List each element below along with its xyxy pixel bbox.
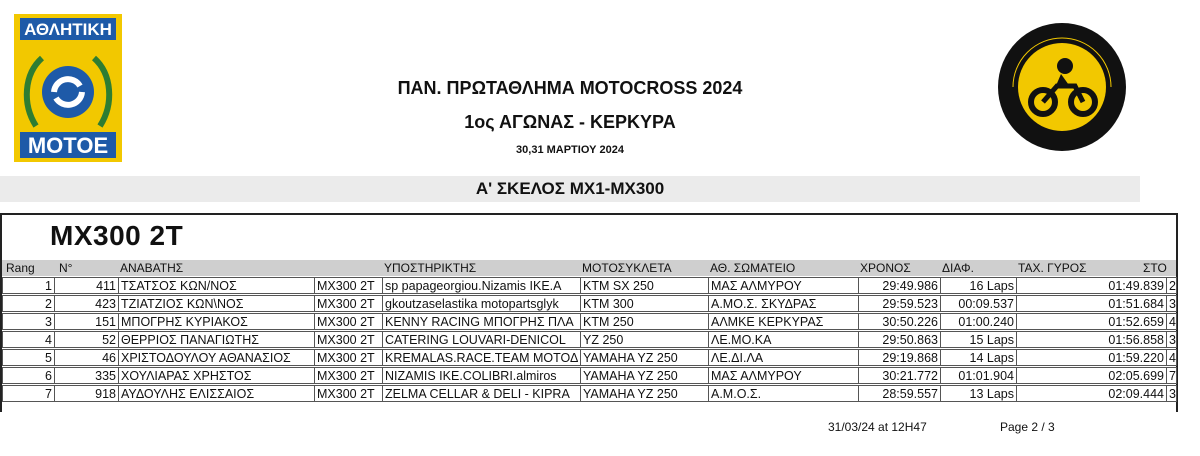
cell-cat: MX300 2T <box>314 295 383 312</box>
cell-num: 335 <box>54 367 119 384</box>
cell-num: 411 <box>54 277 119 294</box>
cell-rider: ΑΥΔΟΥΛΗΣ ΕΛΙΣΣΑΙΟΣ <box>118 385 315 402</box>
cell-cat: MX300 2T <box>314 277 383 294</box>
col-sponsor: ΥΠΟΣΤΗΡΙΚΤΗΣ <box>384 261 477 275</box>
col-rank: Rang <box>6 261 35 275</box>
cell-rider: ΜΠΟΓΡΗΣ ΚΥΡΙΑΚΟΣ <box>118 313 315 330</box>
cell-rank: 1 <box>2 277 55 294</box>
event-subtitle: 1ος ΑΓΩΝΑΣ - ΚΕΡΚΥΡΑ <box>464 112 676 132</box>
cell-best-lap: 01:56.858 <box>1016 331 1167 348</box>
cell-cat: MX300 2T <box>314 385 383 402</box>
page-number: Page 2 / 3 <box>1000 420 1055 434</box>
svg-text:ΑΘΛΗΤΙΚΗ: ΑΘΛΗΤΙΚΗ <box>24 20 112 39</box>
cell-club: ΛΕ.ΜΟ.ΚΑ <box>708 331 859 348</box>
event-date: 30,31 ΜΑΡΤΙΟΥ 2024 <box>516 144 624 156</box>
cell-bike: KTM 250 <box>580 313 709 330</box>
cell-sponsor: KREMALAS.RACE.TEAM ΜΟΤΟΔ <box>382 349 581 366</box>
cell-best-lap: 01:51.684 <box>1016 295 1167 312</box>
cell-sponsor: ZELMA CELLAR & DELI - KIPRA <box>382 385 581 402</box>
cell-time: 29:19.868 <box>858 349 941 366</box>
cell-diff: 14 Laps <box>940 349 1017 366</box>
cell-time: 28:59.557 <box>858 385 941 402</box>
cell-rider: ΧΟΥΛΙΑΡΑΣ ΧΡΗΣΤΟΣ <box>118 367 315 384</box>
table-row <box>2 385 1176 402</box>
cell-num: 918 <box>54 385 119 402</box>
cell-sponsor: sp papageorgiou.Nizamis IKE.A <box>382 277 581 294</box>
print-timestamp: 31/03/24 at 12H47 <box>828 420 927 434</box>
col-time: ΧΡΟΝΟΣ <box>860 261 911 275</box>
col-bike: ΜΟΤΟΣΥΚΛΕΤΑ <box>582 261 672 275</box>
cell-club: ΑΛΜΚΕ ΚΕΡΚΥΡΑΣ <box>708 313 859 330</box>
cell-diff: 13 Laps <box>940 385 1017 402</box>
col-club: ΑΘ. ΣΩΜΑΤΕΙΟ <box>710 261 796 275</box>
table-row <box>2 277 1176 294</box>
cell-sponsor: KENNY RACING ΜΠΟΓΡΗΣ ΠΛΑ <box>382 313 581 330</box>
cell-best-lap-no: 3 <box>1166 385 1177 402</box>
championship-title: ΠΑΝ. ΠΡΩΤΑΘΛΗΜΑ MOTOCROSS 2024 <box>397 78 743 98</box>
cell-rank: 5 <box>2 349 55 366</box>
svg-text:ΜΟΤΟΕ: ΜΟΤΟΕ <box>27 133 109 158</box>
cell-best-lap-no: 3 <box>1166 295 1177 312</box>
section-band <box>0 176 1140 202</box>
cell-diff: 01:00.240 <box>940 313 1017 330</box>
cell-diff: 16 Laps <box>940 277 1017 294</box>
cell-cat: MX300 2T <box>314 313 383 330</box>
cell-rank: 6 <box>2 367 55 384</box>
cell-best-lap-no: 3 <box>1166 331 1177 348</box>
cell-rider: ΧΡΙΣΤΟΔΟΥΛΟΥ ΑΘΑΝΑΣΙΟΣ <box>118 349 315 366</box>
col-diff: ΔΙΑΦ. <box>942 261 974 275</box>
section-title: Α' ΣΚΕΛΟΣ MX1-MX300 <box>475 179 665 198</box>
cell-sponsor: gkoutzaselastika motopartsglyk <box>382 295 581 312</box>
cell-best-lap: 02:05.699 <box>1016 367 1167 384</box>
cell-best-lap: 01:49.839 <box>1016 277 1167 294</box>
col-best-lap: ΤΑΧ. ΓΥΡΟΣ <box>1018 261 1087 275</box>
cell-time: 29:49.986 <box>858 277 941 294</box>
cell-best-lap-no: 4 <box>1166 349 1177 366</box>
cell-diff: 15 Laps <box>940 331 1017 348</box>
cell-rank: 2 <box>2 295 55 312</box>
cell-bike: KTM SX 250 <box>580 277 709 294</box>
cell-sponsor: CATERING LOUVARI-DENICOL <box>382 331 581 348</box>
col-best-lap-no: ΣΤΟ <box>1143 261 1167 275</box>
table-row <box>2 349 1176 366</box>
cell-rider: ΤΖΙΑΤΖΙΟΣ ΚΩΝ\ΝΟΣ <box>118 295 315 312</box>
table-row <box>2 295 1176 312</box>
cell-bike: YAMAHA YZ 250 <box>580 349 709 366</box>
cell-best-lap-no: 2 <box>1166 277 1177 294</box>
cell-club: ΜΑΣ ΑΛΜΥΡΟΥ <box>708 367 859 384</box>
cell-best-lap: 02:09.444 <box>1016 385 1167 402</box>
cell-bike: YZ 250 <box>580 331 709 348</box>
cell-sponsor: NIZAMIS IKE.COLIBRI.almiros <box>382 367 581 384</box>
col-number: N° <box>59 261 73 275</box>
cell-bike: YAMAHA YZ 250 <box>580 367 709 384</box>
table-row <box>2 367 1176 384</box>
cell-num: 151 <box>54 313 119 330</box>
cell-club: ΛΕ.ΔΙ.ΛΑ <box>708 349 859 366</box>
cell-best-lap: 01:59.220 <box>1016 349 1167 366</box>
cell-best-lap-no: 4 <box>1166 313 1177 330</box>
cell-cat: MX300 2T <box>314 367 383 384</box>
class-title: MX300 2T <box>50 220 184 251</box>
cell-time: 29:50.863 <box>858 331 941 348</box>
cell-bike: YAMAHA YZ 250 <box>580 385 709 402</box>
cell-rider: ΘΕΡΡΙΟΣ ΠΑΝΑΓΙΩΤΗΣ <box>118 331 315 348</box>
col-rider: ΑΝΑΒΑΤΗΣ <box>120 261 184 275</box>
cell-diff: 01:01.904 <box>940 367 1017 384</box>
cell-rank: 4 <box>2 331 55 348</box>
cell-time: 29:59.523 <box>858 295 941 312</box>
cell-cat: MX300 2T <box>314 331 383 348</box>
cell-num: 52 <box>54 331 119 348</box>
table-row <box>2 331 1176 348</box>
cell-club: ΜΑΣ ΑΛΜΥΡΟΥ <box>708 277 859 294</box>
cell-diff: 00:09.537 <box>940 295 1017 312</box>
table-row <box>2 313 1176 330</box>
cell-best-lap: 01:52.659 <box>1016 313 1167 330</box>
cell-club: Α.ΜΟ.Σ. ΣΚΥΔΡΑΣ <box>708 295 859 312</box>
cell-num: 46 <box>54 349 119 366</box>
cell-time: 30:21.772 <box>858 367 941 384</box>
cell-cat: MX300 2T <box>314 349 383 366</box>
cell-rider: ΤΣΑΤΣΟΣ ΚΩΝ/ΝΟΣ <box>118 277 315 294</box>
cell-time: 30:50.226 <box>858 313 941 330</box>
cell-bike: KTM 300 <box>580 295 709 312</box>
cell-best-lap-no: 7 <box>1166 367 1177 384</box>
cell-rank: 3 <box>2 313 55 330</box>
cell-club: Α.Μ.Ο.Σ. <box>708 385 859 402</box>
column-header-row <box>2 260 1176 276</box>
cell-rank: 7 <box>2 385 55 402</box>
cell-num: 423 <box>54 295 119 312</box>
